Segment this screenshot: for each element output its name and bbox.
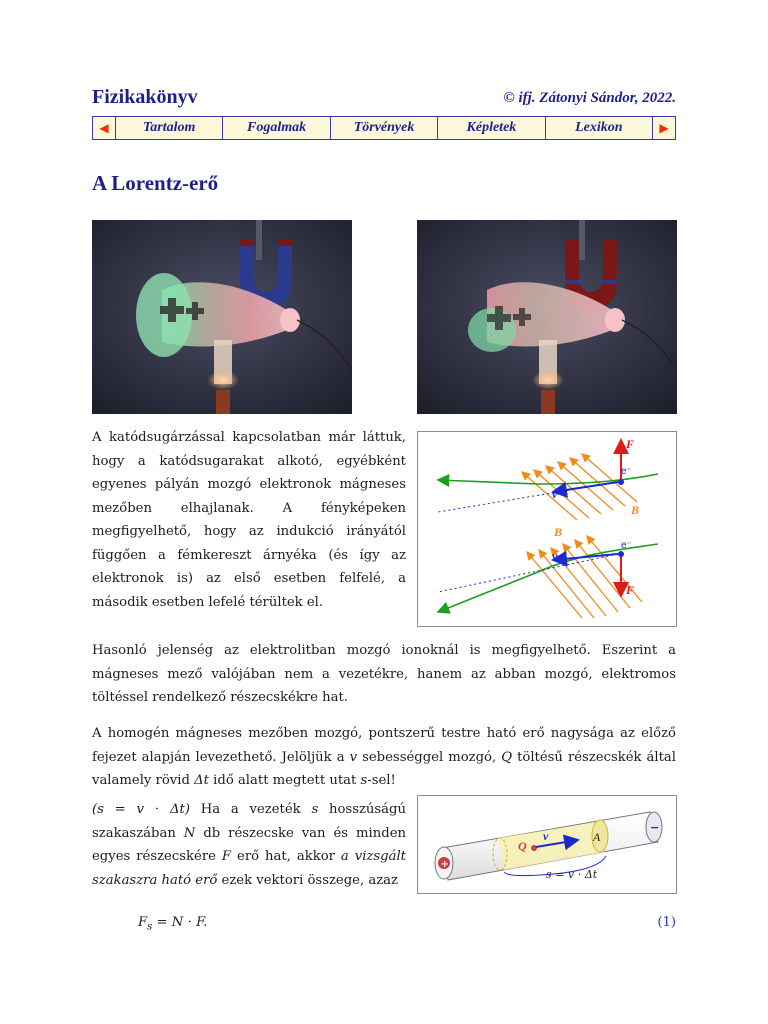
derivation-text-2: sebességgel mozgó, [362, 749, 497, 765]
cross-section-label: A [593, 830, 601, 844]
nav-item-tartalom[interactable]: Tartalom [115, 117, 222, 139]
positive-terminal-label: + [440, 859, 449, 870]
sum-text-1: Ha a vezeték [200, 802, 301, 817]
equation-rhs: = N ⋅ F. [152, 915, 208, 930]
symbol-s: s [360, 773, 368, 788]
next-page-icon[interactable]: ▶ [652, 117, 675, 139]
derivation-text-3: töltésű részecskék által valamely rövid [92, 749, 677, 788]
copyright-note: © ifj. Zátonyi Sándor, 2022. [503, 90, 676, 106]
nav-item-kepletek[interactable]: Képletek [437, 117, 544, 139]
symbol-q: Q [501, 749, 513, 765]
equation-1 [138, 911, 207, 939]
nav-item-lexikon[interactable]: Lexikon [545, 117, 652, 139]
velocity-label: v [543, 829, 549, 843]
electron-label-top: e⁻ [621, 466, 632, 477]
sum-text-4: erő hat, akkor [237, 849, 335, 864]
sum-text-2: hosszúságú szakaszában [92, 802, 406, 841]
force-label-bottom: F [626, 583, 635, 597]
equation-lhs: F [138, 915, 148, 930]
symbol-v: v [349, 749, 358, 765]
velocity-label-bottom: v [552, 549, 558, 563]
paragraph-derivation [92, 722, 676, 793]
sum-text-5: ezek vektori összege, azaz [221, 872, 398, 888]
symbol-s-2: s [311, 802, 319, 817]
site-title[interactable]: Fizikakönyv [92, 86, 198, 108]
deflection-diagram [417, 431, 677, 627]
formula-s-equals: (s = v ⋅ Δt) [92, 802, 190, 817]
path-length-label: s = v ⋅ Δt [546, 868, 598, 881]
derivation-text-4: idő alatt megtett utat [213, 773, 357, 788]
cathode-tube-photo-1 [92, 220, 352, 414]
derivation-text-5: -sel! [367, 773, 396, 788]
electron-label-bottom: e⁻ [621, 540, 632, 551]
conductor-diagram [417, 795, 677, 894]
velocity-label-top: v [552, 487, 558, 501]
nav-item-torvenyek[interactable]: Törvények [330, 117, 437, 139]
paragraph-cathode-rays: A katódsugárzással kapcsolatban már láttuk, hogy a katódsugarakat alkotó, egyébként egyenes pályán mozgó elektronok mágneses mezőben elhajlanak. A fényképeken megfigyelhető, hogy az indukció irányától függően a fémkereszt árnyéka (és így az elektronok is) az első esetben felfelé, a második esetben lefelé térültek el. [92, 430, 406, 610]
equation-subscript: s [147, 921, 153, 933]
emphasis-force: a vizsgált szakaszra ható erő [92, 849, 406, 888]
symbol-n: N [183, 825, 196, 841]
paragraph-sum-of-forces [92, 798, 406, 892]
prev-page-icon[interactable]: ◀ [99, 121, 109, 135]
paragraph-electrolyte: Hasonló jelenség az elektrolitban mozgó ionoknál is megfigyelhető. Eszerint a mágneses mező valójában nem a vezetékre, hanem az abban mozgó, elektromos töltéssel rendelkező részecskékre hat. [92, 643, 676, 705]
symbol-dt: Δt [194, 773, 209, 788]
negative-terminal-label: − [650, 821, 660, 834]
cathode-tube-photo-2 [417, 220, 677, 414]
induction-label-top: B [631, 503, 640, 517]
charge-label: Q [518, 839, 527, 853]
induction-label-bottom: B [554, 525, 563, 539]
nav-bar [92, 116, 676, 140]
equation-number: (1) [657, 915, 676, 930]
derivation-text-1: A homogén mágneses mezőben mozgó, pontszerű testre ható erő nagysága az előző fejezet alapján levezethető. Jelöljük a [92, 726, 676, 765]
sum-text-3: db részecske van és minden egyes részecskére [92, 825, 407, 864]
symbol-f: F [221, 849, 232, 864]
page-title: A Lorentz-erő [92, 171, 219, 195]
force-label-top: F [626, 437, 635, 451]
nav-item-fogalmak[interactable]: Fogalmak [222, 117, 329, 139]
